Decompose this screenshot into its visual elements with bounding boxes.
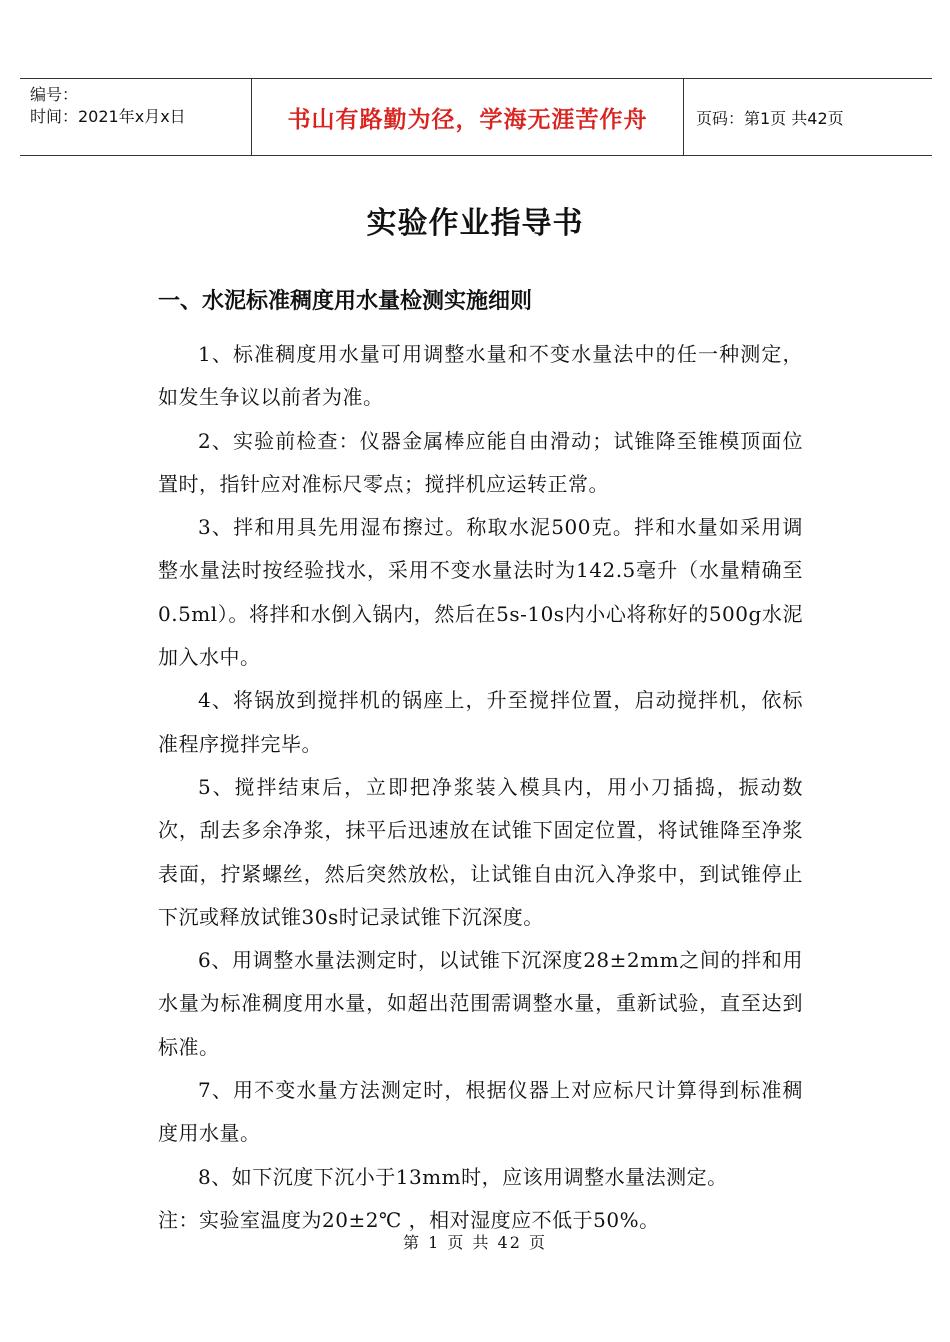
document-title: 实验作业指导书 — [366, 206, 584, 241]
paragraph-5: 5、搅拌结束后，立即把净浆装入模具内，用小刀插捣，振动数次，刮去多余净浆，抹平后迅速放在试锥下固定位置，将试锥降至净浆表面，拧紧螺丝，然后突然放松，让试锥自由沉入净浆中，到试锥停止下沉或释放试锥30s时记录试锥下沉深度。 — [158, 774, 803, 929]
paragraph-3: 3、拌和用具先用湿布擦过。称取水泥500克。拌和水量如采用调整水量法时按经验找水，采用不变水量法时为142.5毫升（水量精确至0.5ml）。将拌和水倒入锅内，然后在5s-10s内小心将称好的500g水泥加入水中。 — [158, 515, 803, 670]
paragraph-7: 7、用不变水量方法测定时，根据仪器上对应标尺计算得到标准稠度用水量。 — [158, 1078, 803, 1146]
header-meta-cell — [20, 79, 252, 155]
header-motto: 书山有路勤为径，学海无涯苦作舟 — [287, 106, 648, 133]
document-body — [158, 333, 803, 1242]
note: 注：实验室温度为20±2℃ ，相对湿度应不低于50%。 — [158, 1207, 660, 1232]
page-header — [20, 78, 932, 156]
header-page-label: 页码：第1页 共42页 — [696, 108, 844, 128]
document-number-label: 编号： — [30, 85, 79, 104]
paragraph-8: 8、如下沉度下沉小于13mm时，应该用调整水量法测定。 — [198, 1164, 728, 1189]
page-footer: 第 1 页 共 42 页 — [403, 1233, 547, 1252]
section-heading: 一、水泥标准稠度用水量检测实施细则 — [158, 289, 533, 314]
paragraph-1: 1、标准稠度用水量可用调整水量和不变水量法中的任一种测定，如发生争议以前者为准。 — [158, 342, 803, 410]
header-motto-cell — [252, 79, 684, 155]
paragraph-2: 2、实验前检查：仪器金属棒应能自由滑动；试锥降至锥模顶面位置时，指针应对准标尺零点；搅拌机应运转正常。 — [158, 428, 803, 496]
header-page-cell — [684, 79, 932, 155]
document-time-label: 时间：2021年x月x日 — [30, 107, 186, 126]
paragraph-6: 6、用调整水量法测定时，以试锥下沉深度28±2mm之间的拌和用水量为标准稠度用水量，如超出范围需调整水量，重新试验，直至达到标准。 — [158, 948, 803, 1059]
paragraph-4: 4、将锅放到搅拌机的锅座上，升至搅拌位置，启动搅拌机，依标准程序搅拌完毕。 — [158, 688, 803, 756]
